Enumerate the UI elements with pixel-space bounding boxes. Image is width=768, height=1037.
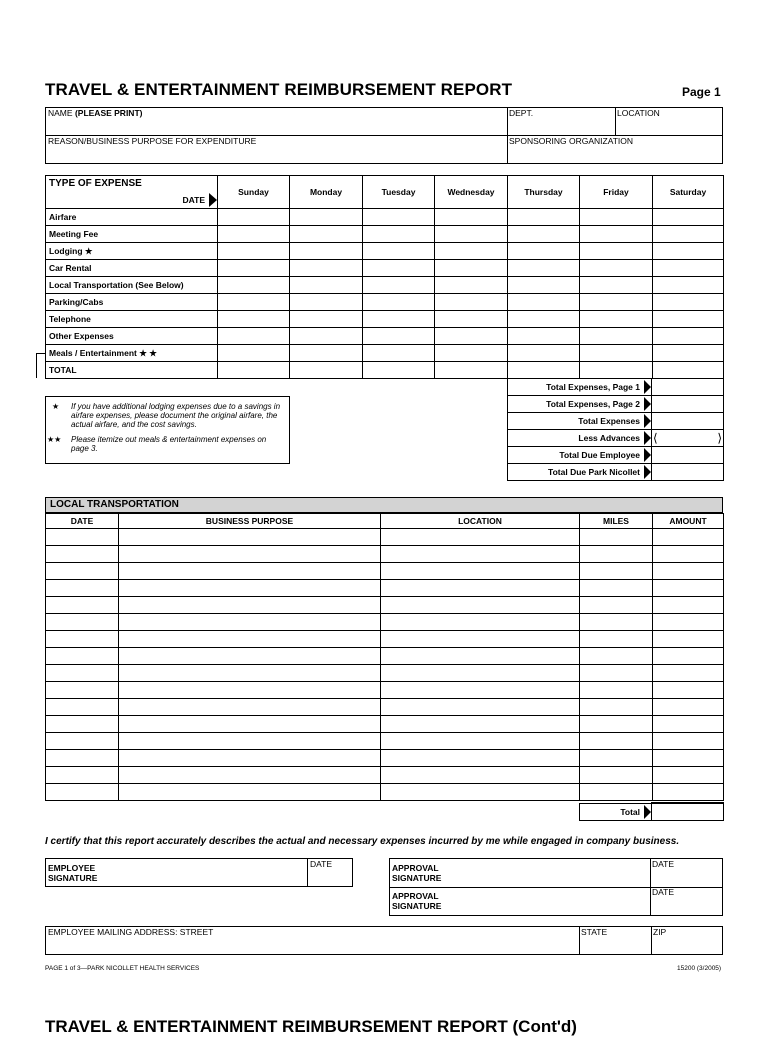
total-value-cell[interactable]: [652, 379, 724, 396]
expense-cell[interactable]: [290, 328, 363, 345]
expense-cell[interactable]: [580, 209, 653, 226]
table-row: [46, 682, 724, 699]
expense-cell[interactable]: [363, 294, 435, 311]
table-row: [46, 699, 724, 716]
local-transport-cell[interactable]: [46, 529, 119, 546]
local-transport-cell[interactable]: [580, 529, 653, 546]
local-transport-cell[interactable]: [46, 767, 119, 784]
expense-cell[interactable]: [290, 294, 363, 311]
expense-cell[interactable]: [218, 243, 290, 260]
table-row: [46, 580, 724, 597]
local-transport-cell[interactable]: [653, 631, 724, 648]
local-transportation-table: [45, 513, 724, 801]
expense-row-label: Local Transportation (See Below): [46, 277, 218, 294]
open-bracket-icon: ⟨: [653, 431, 658, 445]
state-field[interactable]: STATE: [581, 927, 608, 937]
local-transport-cell[interactable]: [653, 529, 724, 546]
certification-text: I certify that this report accurately describes the actual and necessary expenses incurred by me while engaged in company business.: [45, 836, 680, 847]
expense-cell[interactable]: [653, 362, 724, 379]
expense-cell[interactable]: [435, 277, 508, 294]
local-transport-cell[interactable]: [580, 580, 653, 597]
local-transport-cell[interactable]: [46, 733, 119, 750]
local-total-label: Total: [580, 803, 652, 820]
local-transport-cell[interactable]: [119, 682, 381, 699]
day-header: Sunday: [218, 176, 290, 209]
day-header: Friday: [580, 176, 653, 209]
table-row: [46, 767, 724, 784]
local-transport-cell[interactable]: [381, 784, 580, 801]
local-transport-cell[interactable]: [653, 597, 724, 614]
expense-row-label: Other Expenses: [46, 328, 218, 345]
expense-cell[interactable]: [290, 209, 363, 226]
footer-left: PAGE 1 of 3—PARK NICOLLET HEALTH SERVICES: [45, 965, 200, 972]
local-transport-cell[interactable]: [119, 631, 381, 648]
local-transport-cell[interactable]: [381, 648, 580, 665]
reason-field[interactable]: REASON/BUSINESS PURPOSE FOR EXPENDITURE: [48, 136, 257, 146]
total-label: Total Due Employee: [508, 447, 652, 464]
right-arrow-icon: [644, 465, 651, 479]
local-transport-cell[interactable]: [653, 580, 724, 597]
local-transport-cell[interactable]: [381, 597, 580, 614]
local-transport-cell[interactable]: [653, 784, 724, 801]
report-title: TRAVEL & ENTERTAINMENT REIMBURSEMENT REPORT: [45, 80, 513, 99]
local-transport-cell[interactable]: [653, 665, 724, 682]
local-transport-cell[interactable]: [381, 767, 580, 784]
local-transport-cell[interactable]: [580, 665, 653, 682]
expense-row-label: Car Rental: [46, 260, 218, 277]
expense-cell[interactable]: [290, 226, 363, 243]
local-transport-cell[interactable]: [119, 784, 381, 801]
local-transport-cell[interactable]: [46, 546, 119, 563]
expense-cell[interactable]: [435, 209, 508, 226]
col-header-location: LOCATION: [381, 514, 580, 529]
local-transport-cell[interactable]: [381, 699, 580, 716]
table-row: [46, 648, 724, 665]
expense-cell[interactable]: [653, 209, 724, 226]
total-value-cell[interactable]: [652, 464, 724, 481]
expense-cell[interactable]: [290, 260, 363, 277]
local-transport-cell[interactable]: [381, 750, 580, 767]
local-transport-cell[interactable]: [381, 580, 580, 597]
table-row: [46, 614, 724, 631]
expense-row-label: Parking/Cabs: [46, 294, 218, 311]
local-transport-cell[interactable]: [381, 614, 580, 631]
expense-cell[interactable]: [508, 209, 580, 226]
expense-cell[interactable]: [653, 226, 724, 243]
expense-cell[interactable]: [435, 294, 508, 311]
street-field[interactable]: EMPLOYEE MAILING ADDRESS: STREET: [48, 927, 214, 937]
local-transport-cell[interactable]: [119, 750, 381, 767]
note-meals: Please itemize out meals & entertainment expenses on page 3.: [71, 435, 267, 453]
expense-cell[interactable]: [218, 294, 290, 311]
table-row: [46, 784, 724, 801]
expense-cell[interactable]: [580, 294, 653, 311]
table-row: [46, 733, 724, 750]
expense-cell[interactable]: [363, 328, 435, 345]
note-lodging: If you have additional lodging expenses due to a savings in airfare expenses, please document the original airfare, the actual airfare, and the cost savings.: [71, 402, 281, 429]
date-row-label: [46, 192, 218, 209]
local-transport-cell[interactable]: [119, 529, 381, 546]
local-transport-cell[interactable]: [119, 648, 381, 665]
bracket-line: [36, 353, 37, 378]
approval-date-label-1: DATE: [652, 859, 675, 869]
local-transport-cell[interactable]: [119, 716, 381, 733]
expense-cell[interactable]: [435, 362, 508, 379]
local-transport-cell[interactable]: [381, 716, 580, 733]
expense-cell[interactable]: [508, 362, 580, 379]
expense-cell[interactable]: [580, 226, 653, 243]
local-transport-cell[interactable]: [119, 614, 381, 631]
local-transport-cell[interactable]: [580, 750, 653, 767]
expense-cell[interactable]: [218, 209, 290, 226]
right-arrow-icon: [644, 448, 651, 462]
expense-cell[interactable]: [435, 311, 508, 328]
employee-date-label: DATE: [310, 859, 333, 869]
col-header-purpose: BUSINESS PURPOSE: [119, 514, 381, 529]
expense-cell[interactable]: [435, 345, 508, 362]
advances-value-cell[interactable]: [652, 430, 724, 447]
right-arrow-icon: [644, 414, 651, 428]
right-arrow-icon: [209, 192, 217, 209]
local-transport-cell[interactable]: [381, 563, 580, 580]
local-transport-cell[interactable]: [580, 716, 653, 733]
expense-cell[interactable]: [508, 328, 580, 345]
right-arrow-icon: [644, 397, 651, 411]
local-transport-cell[interactable]: [119, 546, 381, 563]
expense-cell[interactable]: [508, 277, 580, 294]
day-header: Tuesday: [363, 176, 435, 209]
totals-table: [507, 378, 724, 481]
expense-cell[interactable]: [580, 328, 653, 345]
day-header: Thursday: [508, 176, 580, 209]
expense-cell[interactable]: [580, 311, 653, 328]
local-transport-cell[interactable]: [580, 631, 653, 648]
local-transport-cell[interactable]: [653, 699, 724, 716]
local-transport-cell[interactable]: [653, 648, 724, 665]
footer-right: 15200 (3/2005): [677, 965, 722, 972]
expense-cell[interactable]: [508, 243, 580, 260]
day-header: Monday: [290, 176, 363, 209]
table-row: [46, 665, 724, 682]
expense-cell[interactable]: [653, 345, 724, 362]
expense-cell[interactable]: [580, 260, 653, 277]
col-header-amount: AMOUNT: [653, 514, 724, 529]
local-total-value[interactable]: [652, 803, 724, 820]
expense-cell[interactable]: [653, 243, 724, 260]
expense-cell[interactable]: [435, 260, 508, 277]
name-field[interactable]: [48, 108, 142, 118]
total-label: Total Expenses: [508, 413, 652, 430]
expense-cell[interactable]: [363, 260, 435, 277]
local-transport-cell[interactable]: [119, 580, 381, 597]
expense-cell[interactable]: [508, 345, 580, 362]
table-row: [46, 631, 724, 648]
expense-cell[interactable]: [580, 345, 653, 362]
total-value-cell[interactable]: [652, 447, 724, 464]
star-icon: ★: [52, 402, 60, 411]
expense-cell[interactable]: [580, 243, 653, 260]
table-row: [46, 529, 724, 546]
local-transport-cell[interactable]: [653, 563, 724, 580]
expense-row-label-total: TOTAL: [46, 362, 218, 379]
right-arrow-icon: [644, 805, 651, 819]
local-transport-cell[interactable]: [580, 597, 653, 614]
expense-cell[interactable]: [653, 311, 724, 328]
expense-cell[interactable]: [653, 260, 724, 277]
local-transport-cell[interactable]: [119, 699, 381, 716]
close-bracket-icon: ⟩: [717, 431, 722, 445]
right-arrow-icon: [644, 380, 651, 394]
local-transport-cell[interactable]: [580, 563, 653, 580]
local-transport-cell[interactable]: [653, 733, 724, 750]
expense-cell[interactable]: [435, 226, 508, 243]
local-transport-cell[interactable]: [653, 614, 724, 631]
local-transport-cell[interactable]: [381, 631, 580, 648]
expense-cell[interactable]: [218, 260, 290, 277]
local-transport-cell[interactable]: [653, 716, 724, 733]
page-number: Page 1: [682, 85, 721, 99]
local-transport-cell[interactable]: [381, 733, 580, 750]
local-transport-cell[interactable]: [119, 665, 381, 682]
local-total-table: [579, 802, 724, 821]
expense-table: [45, 175, 724, 379]
approval-signature-2[interactable]: APPROVAL SIGNATURE: [392, 891, 442, 911]
local-transport-cell[interactable]: [653, 767, 724, 784]
expense-cell[interactable]: [508, 311, 580, 328]
local-transport-cell[interactable]: [119, 597, 381, 614]
expense-cell[interactable]: [218, 345, 290, 362]
location-field[interactable]: LOCATION: [617, 108, 660, 118]
name-note: (PLEASE PRINT): [74, 108, 143, 118]
total-label: Total Expenses, Page 1: [508, 379, 652, 396]
local-transport-cell[interactable]: [653, 682, 724, 699]
local-transport-cell[interactable]: [381, 529, 580, 546]
day-header: Saturday: [653, 176, 724, 209]
expense-cell[interactable]: [290, 362, 363, 379]
expense-row-label: Meals / Entertainment ★ ★: [46, 345, 218, 362]
expense-cell[interactable]: [363, 277, 435, 294]
expense-cell[interactable]: [218, 362, 290, 379]
expense-cell[interactable]: [580, 277, 653, 294]
expense-cell[interactable]: [218, 311, 290, 328]
dept-field[interactable]: DEPT.: [509, 108, 534, 118]
table-row: [46, 716, 724, 733]
sponsor-field[interactable]: SPONSORING ORGANIZATION: [509, 136, 634, 146]
expense-row-label: Telephone: [46, 311, 218, 328]
local-transport-cell[interactable]: [381, 665, 580, 682]
expense-cell[interactable]: [653, 277, 724, 294]
local-transport-cell[interactable]: [381, 682, 580, 699]
table-row: [46, 563, 724, 580]
local-transport-cell[interactable]: [46, 648, 119, 665]
expense-cell[interactable]: [508, 294, 580, 311]
col-header-miles: MILES: [580, 514, 653, 529]
total-value-cell[interactable]: [652, 413, 724, 430]
bracket-line: [36, 353, 45, 354]
expense-row-label: Lodging ★: [46, 243, 218, 260]
expense-cell[interactable]: [363, 345, 435, 362]
local-transport-cell[interactable]: [46, 614, 119, 631]
expense-cell[interactable]: [363, 311, 435, 328]
total-label: Total Due Park Nicollet: [508, 464, 652, 481]
date-label: DATE: [182, 194, 205, 205]
total-label: Total Expenses, Page 2: [508, 396, 652, 413]
expense-cell[interactable]: [290, 277, 363, 294]
expense-cell[interactable]: [508, 226, 580, 243]
local-transport-cell[interactable]: [580, 648, 653, 665]
table-row: [46, 597, 724, 614]
table-row: [46, 546, 724, 563]
local-transport-cell[interactable]: [46, 682, 119, 699]
expense-cell[interactable]: [290, 243, 363, 260]
local-transport-cell[interactable]: [653, 750, 724, 767]
expense-cell[interactable]: [290, 345, 363, 362]
expense-cell[interactable]: [363, 243, 435, 260]
expense-cell[interactable]: [218, 328, 290, 345]
local-transport-cell[interactable]: [580, 767, 653, 784]
name-label: NAME: [48, 108, 73, 118]
expense-cell[interactable]: [580, 362, 653, 379]
expense-cell[interactable]: [363, 209, 435, 226]
local-transport-cell[interactable]: [580, 733, 653, 750]
expense-cell[interactable]: [218, 226, 290, 243]
local-transport-cell[interactable]: [381, 546, 580, 563]
local-transport-cell[interactable]: [46, 665, 119, 682]
local-transport-cell[interactable]: [46, 784, 119, 801]
employee-signature-label: EMPLOYEE SIGNATURE: [48, 863, 98, 883]
expense-cell[interactable]: [435, 328, 508, 345]
expense-row-label: Meeting Fee: [46, 226, 218, 243]
expense-cell[interactable]: [290, 311, 363, 328]
total-label: Less Advances: [508, 430, 652, 447]
expense-row-label: Airfare: [46, 209, 218, 226]
local-transport-cell[interactable]: [580, 546, 653, 563]
expense-cell[interactable]: [435, 243, 508, 260]
local-transport-cell[interactable]: [653, 546, 724, 563]
expense-cell[interactable]: [363, 226, 435, 243]
local-transport-cell[interactable]: [46, 563, 119, 580]
right-arrow-icon: [644, 431, 651, 445]
local-transport-cell[interactable]: [580, 614, 653, 631]
local-transport-cell[interactable]: [580, 784, 653, 801]
expense-cell[interactable]: [218, 277, 290, 294]
zip-field[interactable]: ZIP: [653, 927, 667, 937]
table-row: [46, 750, 724, 767]
local-transport-cell[interactable]: [46, 631, 119, 648]
local-transport-cell[interactable]: [119, 733, 381, 750]
expense-cell[interactable]: [653, 294, 724, 311]
local-transport-cell[interactable]: [46, 716, 119, 733]
local-transport-cell[interactable]: [580, 699, 653, 716]
local-transport-cell[interactable]: [46, 750, 119, 767]
expense-cell[interactable]: [363, 362, 435, 379]
local-transport-cell[interactable]: [46, 580, 119, 597]
day-header: Wednesday: [435, 176, 508, 209]
next-page-title: TRAVEL & ENTERTAINMENT REIMBURSEMENT REPORT (Cont'd): [45, 1017, 577, 1036]
local-transport-cell[interactable]: [46, 597, 119, 614]
total-value-cell[interactable]: [652, 396, 724, 413]
local-transport-cell[interactable]: [119, 563, 381, 580]
local-transport-cell[interactable]: [580, 682, 653, 699]
local-transportation-header: LOCAL TRANSPORTATION: [45, 497, 723, 513]
col-header-date: DATE: [46, 514, 119, 529]
local-transport-cell[interactable]: [119, 767, 381, 784]
approval-date-label-2: DATE: [652, 887, 675, 897]
approval-signature-1[interactable]: APPROVAL SIGNATURE: [392, 863, 442, 883]
type-of-expense-header: TYPE OF EXPENSE: [46, 176, 218, 192]
expense-cell[interactable]: [508, 260, 580, 277]
double-star-icon: ★★: [47, 435, 62, 444]
local-transport-cell[interactable]: [46, 699, 119, 716]
expense-cell[interactable]: [653, 328, 724, 345]
